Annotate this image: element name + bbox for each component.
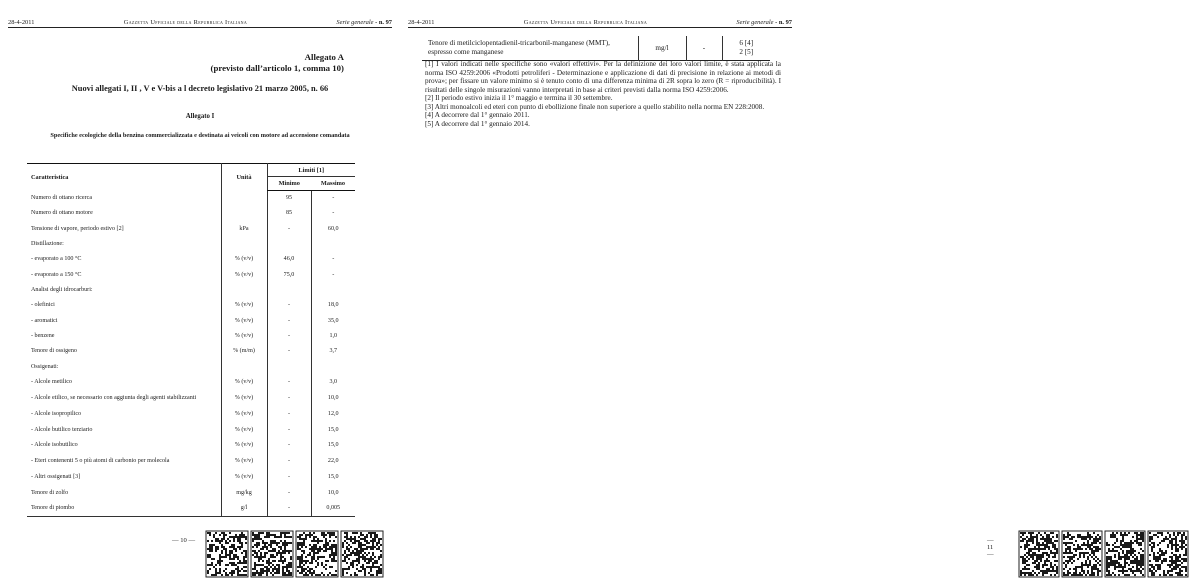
barcode-right bbox=[1018, 530, 1190, 578]
cell-unita: % (v/v) bbox=[221, 298, 267, 313]
cell-minimo bbox=[267, 237, 311, 252]
cell-caratteristica: Tenore di zolfo bbox=[31, 489, 69, 496]
cell-massimo: 10,0 bbox=[311, 485, 355, 500]
cell-caratteristica: - evaporato a 150 °C bbox=[31, 271, 82, 278]
table-row bbox=[27, 283, 355, 298]
cell-unita bbox=[221, 206, 267, 221]
column-header-unita: Unità bbox=[221, 164, 267, 191]
row-label: Tenore di metilciclopentadienil-tricarbonil-manganese (MMT), espresso come manganese bbox=[428, 39, 610, 56]
cell-minimo: - bbox=[267, 221, 311, 236]
row-min: - bbox=[686, 36, 722, 60]
cell-caratteristica: Tenore di ossigeno bbox=[31, 348, 77, 355]
header-series-number: - n. 97 bbox=[775, 19, 792, 26]
cell-minimo: - bbox=[267, 407, 311, 422]
cell-unita bbox=[221, 283, 267, 298]
cell-massimo: 60,0 bbox=[311, 221, 355, 236]
cell-caratteristica: - Alcole butilico terziario bbox=[31, 426, 93, 433]
table-row bbox=[27, 313, 355, 328]
cell-minimo: - bbox=[267, 422, 311, 437]
column-header-limiti: Limiti [1] bbox=[267, 164, 355, 177]
table-row bbox=[27, 485, 355, 500]
table-row bbox=[27, 501, 355, 516]
specifications-table bbox=[27, 163, 355, 517]
table-row bbox=[27, 221, 355, 236]
cell-unita: % (v/v) bbox=[221, 438, 267, 453]
cell-caratteristica: Numero di ottano motore bbox=[31, 210, 93, 217]
barcode-pattern bbox=[205, 530, 385, 578]
cell-unita: kPa bbox=[221, 221, 267, 236]
cell-unita: % (v/v) bbox=[221, 375, 267, 390]
continuation-table bbox=[422, 36, 770, 61]
cell-massimo bbox=[311, 283, 355, 298]
cell-massimo: 15,0 bbox=[311, 438, 355, 453]
table-row bbox=[27, 191, 355, 206]
table-row bbox=[27, 329, 355, 344]
cell-caratteristica: Distillazione: bbox=[31, 240, 64, 247]
cell-caratteristica: Tensione di vapore, periodo estivo [2] bbox=[31, 225, 124, 232]
header-series-number: - n. 97 bbox=[375, 19, 392, 26]
cell-massimo: 22,0 bbox=[311, 453, 355, 470]
allegato-i-heading: Allegato I bbox=[185, 113, 215, 120]
cell-unita: % (v/v) bbox=[221, 313, 267, 328]
table-row bbox=[27, 298, 355, 313]
cell-massimo: 15,0 bbox=[311, 470, 355, 485]
cell-minimo: - bbox=[267, 470, 311, 485]
cell-massimo: 3,0 bbox=[311, 375, 355, 390]
cell-minimo: - bbox=[267, 390, 311, 407]
document-title: Nuovi allegati I, II , V e V-bis a l decreto legislativo 21 marzo 2005, n. 66 bbox=[71, 84, 329, 93]
header-journal: Gazzetta Ufficiale della Repubblica Italiana bbox=[123, 19, 248, 26]
cell-massimo bbox=[311, 359, 355, 374]
cell-minimo bbox=[267, 283, 311, 298]
footnote: [4] A decorrere dal 1° gennaio 2011. bbox=[425, 111, 530, 120]
column-header-caratteristica: Caratteristica bbox=[31, 173, 69, 181]
header-rule bbox=[408, 27, 792, 28]
cell-caratteristica: - Alcole etilico, se necessario con aggiunta degli agenti stabilizzanti bbox=[31, 395, 197, 402]
header-series bbox=[736, 19, 792, 26]
row-max-value-1: 6 [4] bbox=[739, 39, 754, 48]
cell-minimo: 95 bbox=[267, 191, 311, 206]
cell-caratteristica: Tenore di piombo bbox=[27, 501, 221, 516]
table-row bbox=[27, 453, 355, 470]
header-series bbox=[336, 19, 392, 26]
cell-caratteristica: - Alcole isobutilico bbox=[31, 442, 78, 449]
cell-caratteristica: - Eteri contenenti 5 o più atomi di carbonio per molecola bbox=[31, 458, 170, 465]
header-date: 28-4-2011 bbox=[8, 19, 35, 26]
cell-unita: % (v/v) bbox=[221, 267, 267, 282]
cell-caratteristica: Numero di ottano ricerca bbox=[31, 194, 93, 201]
cell-unita: g/l bbox=[221, 501, 267, 516]
table-row bbox=[27, 344, 355, 359]
specifications-table-body bbox=[27, 191, 355, 517]
footnote: [3] Altri monoalcoli ed eteri con punto di ebollizione finale non superiore a quello stabilito nella norma EN 228:2008. bbox=[425, 102, 765, 111]
footnote: [1] I valori indicati nelle specifiche sono «valori effettivi». Per la definizione dei loro valori limite, è stata applicata la norma ISO 4259:2006 «Prodotti petroliferi - Determinazione e applicazione di dati di precisione in relazione ai metodi di prova»; per fissare un valore minimo si è tenuto conto di una differenza minima di 2R sopra lo zero (R = riproducibilità). I risultati delle singole misurazioni vanno interpretati in base ai criteri previsti dalla norma ISO 4259:2006. bbox=[425, 60, 781, 94]
cell-caratteristica: - benzene bbox=[31, 332, 55, 339]
cell-caratteristica: - Alcole metilico bbox=[31, 379, 72, 385]
footnote: [2] Il periodo estivo inizia il 1° maggio e termina il 30 settembre. bbox=[425, 94, 613, 103]
cell-caratteristica: Ossigenati: bbox=[31, 363, 59, 370]
cell-unita: % (v/v) bbox=[221, 470, 267, 485]
cell-minimo: - bbox=[267, 298, 311, 313]
cell-unita: % (v/v) bbox=[221, 453, 267, 470]
cell-massimo: 10,0 bbox=[311, 390, 355, 407]
table-row bbox=[422, 36, 770, 60]
table-row bbox=[27, 206, 355, 221]
column-header-minimo: Minimo bbox=[267, 177, 311, 191]
barcode-pattern bbox=[1018, 530, 1190, 578]
cell-minimo: - bbox=[267, 438, 311, 453]
footnotes bbox=[425, 60, 781, 128]
cell-unita: % (v/v) bbox=[221, 390, 267, 407]
header-rule bbox=[8, 27, 392, 28]
cell-minimo: - bbox=[267, 375, 311, 390]
cell-unita: % (v/v) bbox=[221, 329, 267, 344]
cell-massimo: - bbox=[311, 191, 355, 206]
header-journal: Gazzetta Ufficiale della Repubblica Italiana bbox=[523, 19, 648, 26]
cell-minimo: - bbox=[267, 485, 311, 500]
table-row bbox=[27, 407, 355, 422]
cell-unita: mg/kg bbox=[221, 485, 267, 500]
table-row bbox=[27, 470, 355, 485]
cell-massimo: - bbox=[311, 252, 355, 267]
cell-unita: % (v/v) bbox=[221, 407, 267, 422]
cell-caratteristica: - olefinici bbox=[31, 302, 55, 309]
table-row bbox=[27, 422, 355, 437]
cell-massimo: 18,0 bbox=[311, 298, 355, 313]
barcode-left bbox=[205, 530, 385, 578]
cell-caratteristica: - Alcole isopropilico bbox=[31, 411, 82, 418]
column-header-massimo: Massimo bbox=[311, 177, 355, 191]
specifications-title: Specifiche ecologiche della benzina commercializzata e destinata ai veicoli con motore ad accensione comandata bbox=[50, 132, 350, 139]
cell-unita: % (v/v) bbox=[221, 252, 267, 267]
cell-minimo: - bbox=[267, 501, 311, 516]
cell-massimo: - bbox=[311, 267, 355, 282]
cell-minimo: - bbox=[267, 313, 311, 328]
cell-unita: % (m/m) bbox=[221, 344, 267, 359]
row-max-value-2: 2 [5] bbox=[739, 47, 754, 56]
allegato-a-reference: (previsto dall’articolo 1, comma 10) bbox=[210, 63, 344, 73]
cell-massimo: 1,0 bbox=[311, 329, 355, 344]
cell-massimo: 35,0 bbox=[311, 313, 355, 328]
page-number: — 11 — bbox=[987, 537, 994, 558]
row-max bbox=[722, 36, 770, 60]
cell-massimo bbox=[311, 237, 355, 252]
header-date: 28-4-2011 bbox=[408, 19, 435, 26]
cell-unita bbox=[221, 191, 267, 206]
cell-minimo: 46,0 bbox=[267, 252, 311, 267]
cell-minimo bbox=[267, 359, 311, 374]
table-row bbox=[27, 237, 355, 252]
cell-caratteristica: - evaporato a 100 °C bbox=[31, 256, 82, 263]
running-header bbox=[8, 12, 392, 26]
cell-minimo: 85 bbox=[267, 206, 311, 221]
footnote: [5] A decorrere dal 1° gennaio 2014. bbox=[425, 119, 530, 128]
table-row bbox=[27, 252, 355, 267]
header-series-label: Serie generale bbox=[736, 19, 774, 26]
header-series-label: Serie generale bbox=[336, 19, 374, 26]
table-row bbox=[27, 267, 355, 282]
table-row bbox=[27, 438, 355, 453]
cell-unita: % (v/v) bbox=[221, 422, 267, 437]
cell-caratteristica: - Altri ossigenati [3] bbox=[31, 474, 81, 481]
cell-minimo: - bbox=[267, 453, 311, 470]
table-row bbox=[27, 359, 355, 374]
allegato-a-heading bbox=[211, 52, 344, 74]
row-unit: mg/l bbox=[638, 36, 686, 60]
cell-massimo: 3,7 bbox=[311, 344, 355, 359]
cell-massimo: 12,0 bbox=[311, 407, 355, 422]
table-row bbox=[27, 375, 355, 390]
cell-caratteristica: Analisi degli idrocarburi: bbox=[31, 286, 93, 293]
cell-unita bbox=[221, 237, 267, 252]
running-header bbox=[408, 12, 792, 26]
table-row bbox=[27, 390, 355, 407]
page-number: — 10 — bbox=[172, 537, 196, 544]
cell-unita bbox=[221, 359, 267, 374]
cell-minimo: 75,0 bbox=[267, 267, 311, 282]
left-page bbox=[0, 0, 400, 586]
cell-minimo: - bbox=[267, 344, 311, 359]
cell-caratteristica: - aromatici bbox=[31, 317, 58, 324]
allegato-a-label: Allegato A bbox=[304, 52, 344, 62]
cell-massimo: 0,005 bbox=[311, 501, 355, 516]
cell-massimo: - bbox=[311, 206, 355, 221]
cell-minimo: - bbox=[267, 329, 311, 344]
cell-massimo: 15,0 bbox=[311, 422, 355, 437]
